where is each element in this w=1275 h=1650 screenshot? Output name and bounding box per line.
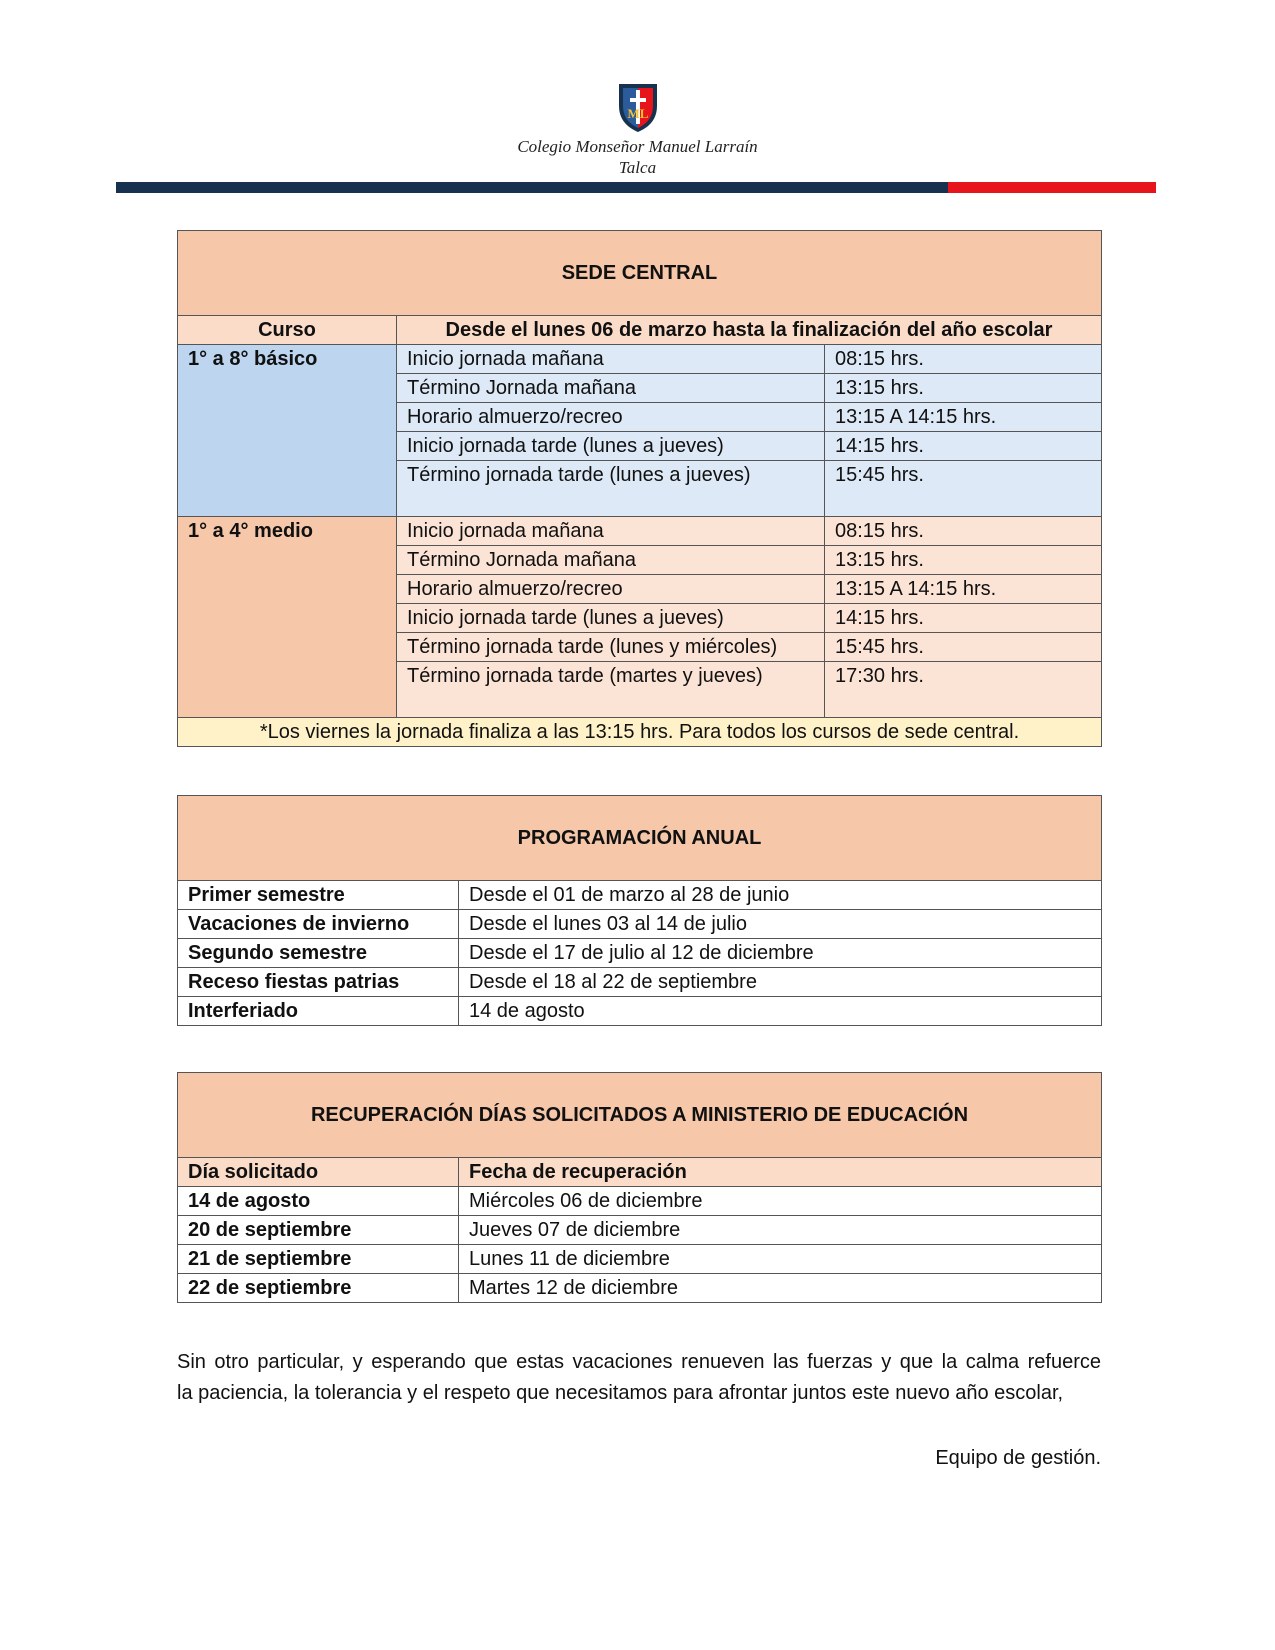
table-row [178,997,1102,1026]
schedule-time: 14:15 hrs. [825,604,1102,633]
schedule-label: Término jornada tarde (lunes a jueves) [397,461,825,517]
table-row [178,881,1102,910]
schedule-time: 17:30 hrs. [825,662,1102,718]
school-name: Colegio Monseñor Manuel Larraín [517,137,758,156]
table-row [178,910,1102,939]
recuperacion-table [177,1072,1102,1303]
sede-central-table [177,230,1102,747]
programacion-title: PROGRAMACIÓN ANUAL [178,796,1102,881]
course-cell: 1° a 4° medio [178,517,397,718]
schedule-label: Término Jornada mañana [397,374,825,403]
letterhead [0,80,1275,178]
schedule-label: Inicio jornada mañana [397,345,825,374]
schedule-time: 13:15 hrs. [825,546,1102,575]
sede-central-title: SEDE CENTRAL [178,231,1102,316]
schedule-label: Inicio jornada tarde (lunes a jueves) [397,604,825,633]
period-value: Desde el lunes 03 al 14 de julio [459,910,1102,939]
schedule-time: 14:15 hrs. [825,432,1102,461]
table-row [178,517,1102,546]
period-label: Segundo semestre [178,939,459,968]
course-cell: 1° a 8° básico [178,345,397,517]
table-row [178,1187,1102,1216]
column-header-day: Día solicitado [178,1158,459,1187]
period-label: Interferiado [178,997,459,1026]
period-label: Receso fiestas patrias [178,968,459,997]
schedule-label: Horario almuerzo/recreo [397,575,825,604]
header-divider [116,182,1156,193]
programacion-anual-table [177,795,1102,1026]
table-row [178,968,1102,997]
requested-day: 21 de septiembre [178,1245,459,1274]
schedule-label: Término jornada tarde (martes y jueves) [397,662,825,718]
schedule-label: Inicio jornada tarde (lunes a jueves) [397,432,825,461]
recovery-date: Jueves 07 de diciembre [459,1216,1102,1245]
column-header-course: Curso [178,316,397,345]
closing-paragraph-line-1: Sin otro particular, y esperando que estas vacaciones renueven las fuerzas y que la calma refuerce [177,1351,1101,1373]
schedule-label: Término Jornada mañana [397,546,825,575]
recovery-date: Martes 12 de diciembre [459,1274,1102,1303]
schedule-label: Horario almuerzo/recreo [397,403,825,432]
recovery-date: Miércoles 06 de diciembre [459,1187,1102,1216]
requested-day: 20 de septiembre [178,1216,459,1245]
requested-day: 22 de septiembre [178,1274,459,1303]
schedule-label: Inicio jornada mañana [397,517,825,546]
table-row [178,345,1102,374]
schedule-time: 13:15 A 14:15 hrs. [825,403,1102,432]
period-label: Vacaciones de invierno [178,910,459,939]
column-header-date: Fecha de recuperación [459,1158,1102,1187]
schedule-time: 15:45 hrs. [825,633,1102,662]
svg-text:ML: ML [627,106,648,121]
closing-paragraph-line-2: la paciencia, la tolerancia y el respeto que necesitamos para afrontar juntos este nuevo año escolar, [177,1382,1064,1404]
school-city: Talca [618,158,657,177]
period-value: Desde el 17 de julio al 12 de diciembre [459,939,1102,968]
table-row [178,1274,1102,1303]
period-label: Primer semestre [178,881,459,910]
friday-note: *Los viernes la jornada finaliza a las 13:15 hrs. Para todos los cursos de sede central. [178,718,1102,747]
schedule-time: 15:45 hrs. [825,461,1102,517]
schedule-time: 08:15 hrs. [825,517,1102,546]
table-row [178,939,1102,968]
period-value: Desde el 18 al 22 de septiembre [459,968,1102,997]
schedule-time: 13:15 A 14:15 hrs. [825,575,1102,604]
schedule-time: 08:15 hrs. [825,345,1102,374]
signature: Equipo de gestión. [935,1447,1101,1469]
recuperacion-title: RECUPERACIÓN DÍAS SOLICITADOS A MINISTERIO DE EDUCACIÓN [178,1073,1102,1158]
recovery-date: Lunes 11 de diciembre [459,1245,1102,1274]
requested-day: 14 de agosto [178,1187,459,1216]
period-value: Desde el 01 de marzo al 28 de junio [459,881,1102,910]
schedule-label: Término jornada tarde (lunes y miércoles) [397,633,825,662]
table-row [178,1216,1102,1245]
school-crest-icon [615,80,661,134]
column-header-period: Desde el lunes 06 de marzo hasta la finalización del año escolar [397,316,1102,345]
header-divider-red [948,182,1156,193]
header-divider-navy [116,182,948,193]
period-value: 14 de agosto [459,997,1102,1026]
schedule-time: 13:15 hrs. [825,374,1102,403]
table-row [178,1245,1102,1274]
